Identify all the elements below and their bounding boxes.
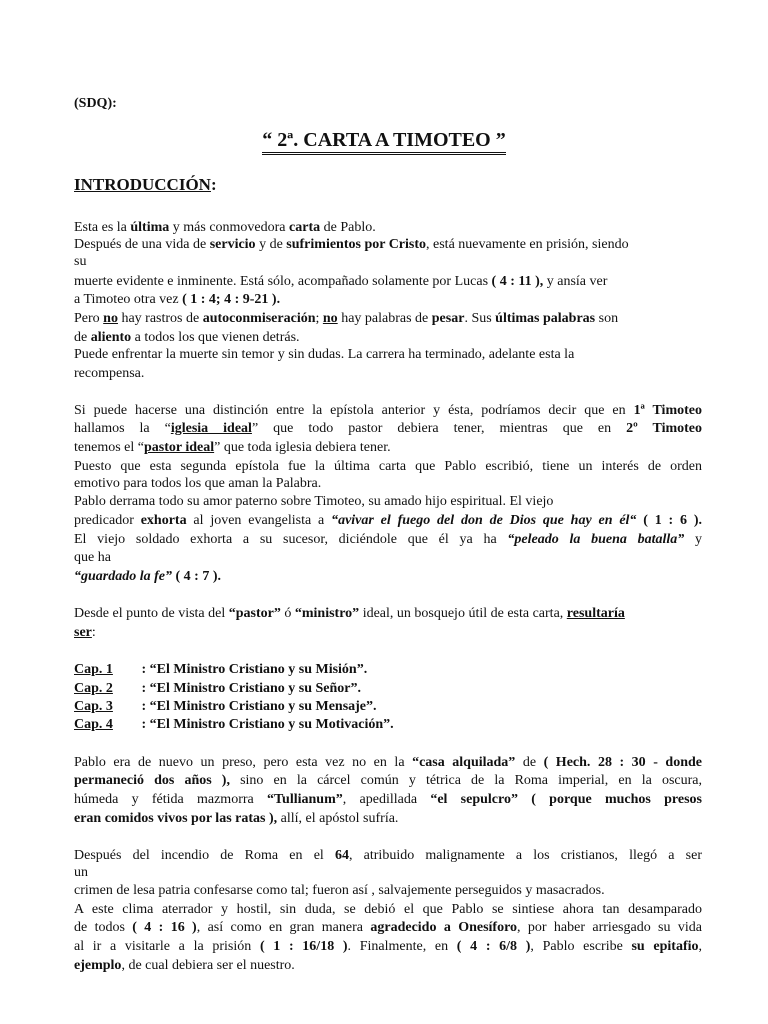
text-segment: “el sepulcro” [430,792,518,807]
paragraph-line [74,458,702,475]
chapter-title: : “El Ministro Cristiano y su Señor”. [138,681,361,696]
paragraph-line [74,493,702,510]
text-segment: son [595,311,619,326]
text-segment: “pastor” [228,606,281,621]
text-segment: ( porque muchos presos [531,792,702,807]
text-segment: “casa alquilada” [412,755,516,770]
text-segment: pastor ideal [143,440,215,455]
text-segment: 2º Timoteo [626,421,702,436]
text-segment: exhorta [140,513,187,528]
text-segment: de Pablo. [320,220,376,235]
text-segment: , así como en gran manera [196,920,371,935]
text-segment: tenemos el “ [74,440,144,455]
section-heading-text: INTRODUCCIÓN [74,175,211,194]
text-segment: ideal, un bosquejo útil de esta carta, [359,606,567,621]
paragraph-line [74,754,702,771]
section-heading [74,175,702,195]
text-segment: y ansía ver [543,274,608,289]
text-segment: , apedillada [342,792,431,807]
text-segment: 64 [334,848,349,863]
text-segment: : [91,625,96,640]
text-segment: recompensa. [74,366,145,381]
text-segment: iglesia ideal [170,421,252,436]
text-segment: , de cual debiera ser el nuestro. [121,958,295,973]
text-segment: Pablo era de nuevo un preso, pero esta vez no en la [74,755,413,770]
paragraph-line [74,957,702,974]
chapter-label: Cap. 2 [74,681,113,696]
text-segment: ( 1 : 4; 4 : 9-21 ). [182,292,281,307]
paragraph-line [74,624,702,641]
chapter-label: Cap. 4 [74,717,113,732]
text-segment: ” que todo pastor debiera tener, mientras que en [251,421,627,436]
paragraph-line [74,568,702,585]
text-segment: ( 4 : 7 ). [172,569,221,584]
text-segment: ” que toda iglesia debiera tener. [214,440,391,455]
text-segment: a todos los que vienen detrás. [131,330,300,345]
paragraph-line [74,810,702,827]
chapter-item [74,661,367,678]
text-segment: permaneció dos años ), [74,773,230,788]
chapter-item [74,680,361,697]
text-segment: ejemplo [74,958,122,973]
text-segment: 1ª Timoteo [633,403,702,418]
text-segment: A este clima aterrador y hostil, sin duda, se debió el que Pablo se sintiese ahora tan desamparado [74,902,702,917]
text-segment: Después de una vida de [74,237,210,252]
paragraph-line [74,882,702,899]
text-segment: ser [74,625,92,640]
text-segment: “peleado la buena batalla” [507,532,685,547]
text-segment: emotivo para todos los que aman la Palabra. [74,476,322,491]
text-segment: últimas palabras [495,311,596,326]
text-segment: , [698,939,703,954]
text-segment: de todos [74,920,133,935]
section-heading-colon: : [210,175,217,194]
text-segment: ( 4 : 11 ), [491,274,544,289]
text-segment: , atribuido malignamente a los cristianos, llegó a ser [348,848,703,863]
text-segment: su [74,254,87,269]
paragraph-line [74,531,702,548]
text-segment: que ha [74,550,111,565]
paragraph-line [74,772,702,789]
text-segment: , está nuevamente en prisión, siendo [426,237,629,252]
text-segment: al joven evangelista a [186,513,332,528]
paragraph-line [74,346,702,363]
chapter-label: Cap. 3 [74,699,113,714]
text-segment: de [74,330,91,345]
text-segment: hay palabras de [337,311,432,326]
chapter-title: : “El Ministro Cristiano y su Mensaje”. [138,699,377,714]
text-segment: al ir a visitarle a la prisión [74,939,260,954]
text-segment: no [322,311,338,326]
text-segment: última [130,220,170,235]
text-segment: ( 4 : 6/8 ) [456,939,531,954]
text-segment: muerte evidente e inminente. Está sólo, acompañado solamente por Lucas [74,274,492,289]
paragraph-line [74,791,702,808]
text-segment: hay rastros de [117,311,203,326]
text-segment: El viejo soldado exhorta a su sucesor, diciéndole que él ya ha [74,532,508,547]
paragraph-line [74,512,702,529]
paragraph-line [74,310,702,327]
text-segment: un [74,865,88,880]
paragraph-line [74,365,702,382]
text-segment: predicador [74,513,141,528]
text-segment: servicio [209,237,256,252]
text-segment: sufrimientos por Cristo [286,237,427,252]
text-segment: . Sus [464,311,496,326]
paragraph-line [74,919,702,936]
text-segment: allí, el apóstol sufría. [277,811,399,826]
paragraph-line [74,329,702,346]
paragraph-line [74,605,702,622]
paragraph-line [74,475,702,492]
text-segment: Esta es la [74,220,131,235]
chapter-title: : “El Ministro Cristiano y su Motivación”. [138,717,394,732]
paragraph-line [74,439,702,456]
text-segment: . Finalmente, en [347,939,457,954]
paragraph-line [74,549,702,566]
text-segment: a Timoteo otra vez [74,292,183,307]
text-segment: Si puede hacerse una distinción entre la epístola anterior y ésta, podríamos decir que en [74,403,634,418]
text-segment: Pero [74,311,104,326]
document-tag: (SDQ): [74,96,117,111]
text-segment: Puede enfrentar la muerte sin temor y sin dudas. La carrera ha terminado, adelante esta la [74,347,575,362]
chapter-label: Cap. 1 [74,662,113,677]
text-segment: eran comidos vivos por las ratas ), [74,811,278,826]
page-title [0,128,768,152]
paragraph-line [74,291,702,308]
text-segment: pesar [431,311,465,326]
text-segment: agradecido a Onesíforo [370,920,518,935]
text-segment: ( 1 : 16/18 ) [259,939,348,954]
paragraph-line [74,253,702,270]
text-segment: crimen de lesa patria confesarse como tal; fueron así , salvajemente perseguidos y masacrados. [74,883,605,898]
paragraph-line [74,402,702,419]
text-segment: ( 4 : 16 ) [132,920,197,935]
text-segment: ; [315,311,323,326]
text-segment [518,792,531,807]
text-segment: hallamos la “ [74,421,171,436]
text-segment: , Pablo escribe [530,939,632,954]
text-segment: y más conmovedora [169,220,290,235]
text-segment: y [684,532,702,547]
chapter-item [74,698,377,715]
text-segment: ó [280,606,295,621]
text-segment: carta [289,220,321,235]
text-segment: “guardado la fe” [74,569,172,584]
text-segment: y de [255,237,287,252]
paragraph-line [74,236,702,253]
paragraph-line [74,273,702,290]
text-segment: ( Hech. 28 : 30 - donde [543,755,702,770]
page-title-text: “ 2ª. CARTA A TIMOTEO ” [262,129,506,155]
paragraph-line [74,901,702,918]
text-segment: su epitafio [631,939,699,954]
text-segment: húmeda y fétida mazmorra [74,792,267,807]
paragraph-line [74,938,702,955]
text-segment: resultaría [566,606,625,621]
text-segment: autoconmiseración [202,311,316,326]
text-segment: Después del incendio de Roma en el [74,848,335,863]
text-segment: no [103,311,118,326]
paragraph-line [74,219,702,236]
text-segment: Puesto que esta segunda epístola fue la última carta que Pablo escribió, tiene un interés de orden [74,459,702,474]
paragraph-line [74,847,702,864]
text-segment: sino en la cárcel común y tétrica de la Roma imperial, en la oscura, [229,773,702,788]
chapter-title: : “El Ministro Cristiano y su Misión”. [138,662,368,677]
text-segment: “avivar el fuego del don de Dios que hay en él“ [331,513,637,528]
text-segment: “ministro” [294,606,360,621]
text-segment: de [515,755,544,770]
text-segment: aliento [90,330,132,345]
text-segment: Desde el punto de vista del [74,606,229,621]
text-segment: ( 1 : 6 ). [636,513,702,528]
text-segment: , por haber arriesgado su vida [517,920,702,935]
paragraph-line [74,420,702,437]
text-segment: “Tullianum” [267,792,343,807]
chapter-item [74,716,394,733]
text-segment: Pablo derrama todo su amor paterno sobre Timoteo, su amado hijo espiritual. El viejo [74,494,554,509]
paragraph-line [74,864,702,881]
